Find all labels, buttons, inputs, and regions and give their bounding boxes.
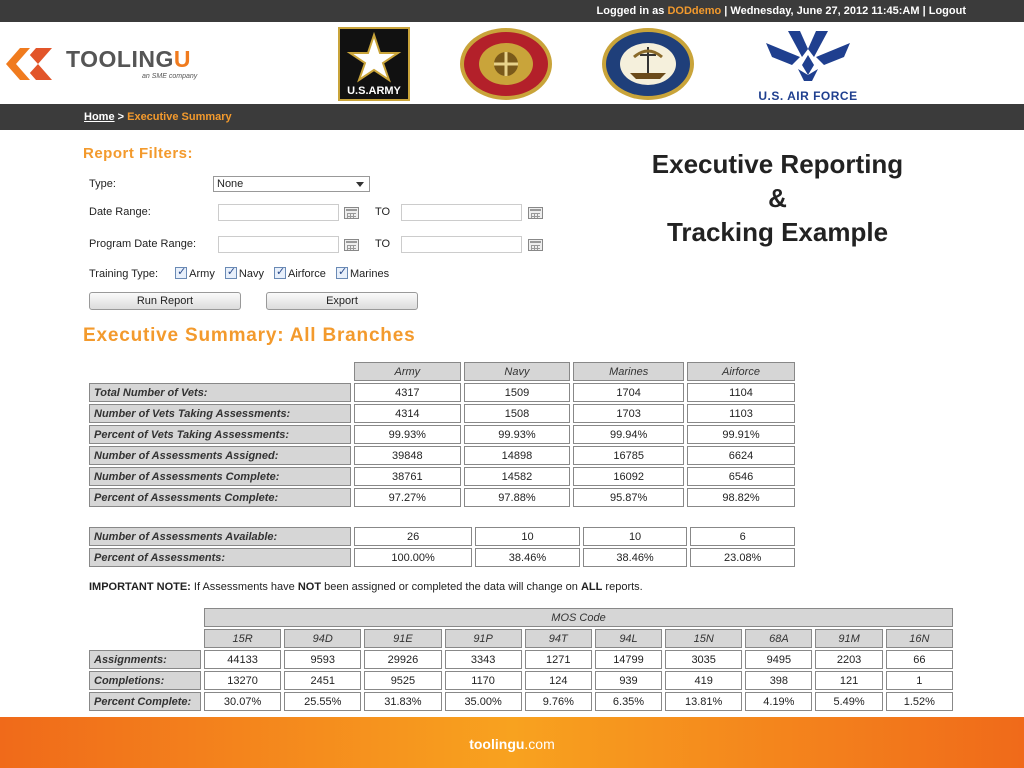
checkbox-army[interactable] [175,267,215,280]
logout-link[interactable]: Logout [928,5,966,17]
mos-code-column-header: 94L [595,629,662,648]
table-cell: 14898 [464,446,571,465]
row-label: Percent Complete: [89,692,201,711]
table-cell: 10 [583,527,688,546]
checkbox-label: Airforce [288,268,326,280]
username: DODdemo [667,5,722,17]
table-cell: 6624 [687,446,795,465]
table-cell: 29926 [364,650,441,669]
table-cell: 10 [475,527,580,546]
assessments-table [86,525,798,569]
summary-row [89,467,795,486]
air-force-logo [742,27,874,105]
checkbox-navy[interactable] [225,267,264,280]
summary-row [89,383,795,402]
table-cell: 25.55% [284,692,361,711]
row-label: Assignments: [89,650,201,669]
mos-row [89,671,953,690]
type-select[interactable] [213,176,370,192]
mos-code-column-header: 91M [815,629,882,648]
row-label: Number of Assessments Available: [89,527,351,546]
brand-name-main: TOOLING [66,46,174,72]
table-cell: 1103 [687,404,795,423]
table-cell: 1.52% [886,692,953,711]
summary-row [89,527,795,546]
table-cell: 16092 [573,467,684,486]
hero-title [620,147,935,249]
mos-title-row [89,608,953,627]
note-emphasis: ALL [580,581,603,593]
footer-site-name: toolingu [469,736,525,752]
table-cell: 3035 [665,650,742,669]
footer-site-link[interactable] [0,736,1024,752]
footer-site-domain: .com [524,736,555,752]
table-cell: 2203 [815,650,882,669]
table-cell: 9593 [284,650,361,669]
toolingu-logo-icon [4,44,54,84]
table-cell: 95.87% [573,488,684,507]
table-cell: 16785 [573,446,684,465]
note-text: been assigned or completed the data will change on [321,581,581,593]
column-header-navy: Navy [464,362,571,381]
program-date-to-label: TO [375,238,391,250]
summary-row [89,404,795,423]
navy-seal [600,27,696,101]
breadcrumb-current: Executive Summary [127,111,232,123]
run-report-button[interactable]: Run Report [89,292,241,310]
calendar-icon[interactable] [344,239,359,251]
executive-summary-title: Executive Summary: All Branches [83,325,416,346]
training-type-filter [89,267,396,280]
table-cell: 398 [745,671,812,690]
table-cell: 124 [525,671,592,690]
table-cell: 44133 [204,650,281,669]
army-star-icon [340,29,408,83]
table-cell: 66 [886,650,953,669]
table-cell: 6.35% [595,692,662,711]
table-cell: 1170 [445,671,522,690]
breadcrumb-home-link[interactable]: Home [84,111,115,123]
summary-corner [89,362,351,381]
date-range-start-input[interactable] [218,204,339,221]
table-cell: 39848 [354,446,461,465]
mos-code-column-header: 15N [665,629,742,648]
note-emphasis: NOT [297,581,322,593]
table-cell: 14799 [595,650,662,669]
hero-line-1: Executive Reporting [651,149,904,179]
table-cell: 6 [690,527,795,546]
program-date-start-input[interactable] [218,236,339,253]
mos-code-column-header: 91P [445,629,522,648]
table-cell: 1104 [687,383,795,402]
calendar-icon[interactable] [528,239,543,251]
mos-code-column-header: 91E [364,629,441,648]
footer [0,717,1024,768]
table-cell: 1 [886,671,953,690]
row-label: Completions: [89,671,201,690]
table-cell: 13.81% [665,692,742,711]
table-cell: 1508 [464,404,571,423]
checkbox-checked-icon [225,267,237,279]
checkbox-checked-icon [336,267,348,279]
mos-code-table [86,606,956,713]
row-label: Total Number of Vets: [89,383,351,402]
toolingu-logo[interactable] [4,42,224,86]
row-label: Percent of Vets Taking Assessments: [89,425,351,444]
table-cell: 99.93% [464,425,571,444]
marine-corps-seal-icon [458,27,554,101]
breadcrumb-separator: > [114,111,128,123]
table-cell: 99.91% [687,425,795,444]
table-cell: 98.82% [687,488,795,507]
date-range-label: Date Range: [89,206,151,218]
table-cell: 13270 [204,671,281,690]
breadcrumb [84,111,232,123]
checkbox-label: Marines [349,268,390,280]
summary-row [89,446,795,465]
mos-code-column-header: 94T [525,629,592,648]
mos-row [89,650,953,669]
mos-code-column-header: 15R [204,629,281,648]
logged-in-label: Logged in as [596,5,668,17]
mos-code-column-header: 94D [284,629,361,648]
table-cell: 5.49% [815,692,882,711]
table-cell: 35.00% [445,692,522,711]
mos-corner [89,629,201,648]
date-range-end-input[interactable] [401,204,522,221]
row-label: Number of Assessments Complete: [89,467,351,486]
row-label: Percent of Assessments: [89,548,351,567]
table-cell: 9495 [745,650,812,669]
table-cell: 38.46% [475,548,580,567]
checkbox-label: Navy [238,268,264,280]
training-type-label: Training Type: [89,268,159,280]
mos-code-header: MOS Code [204,608,953,627]
summary-table [86,360,798,509]
table-cell: 1509 [464,383,571,402]
marine-corps-seal [458,27,554,101]
mos-code-column-header: 16N [886,629,953,648]
table-cell: 99.93% [354,425,461,444]
datetime-text: | Wednesday, June 27, 2012 11:45:AM | [721,5,929,17]
table-cell: 121 [815,671,882,690]
summary-row [89,425,795,444]
army-label: U.S.ARMY [340,83,408,99]
table-cell: 1704 [573,383,684,402]
table-cell: 99.94% [573,425,684,444]
login-status [597,5,966,17]
row-label: Percent of Assessments Complete: [89,488,351,507]
brand-tagline: an SME company [142,73,198,80]
calendar-icon[interactable] [528,207,543,219]
table-cell: 38761 [354,467,461,486]
hero-line-2: & [768,183,787,213]
table-cell: 6546 [687,467,795,486]
summary-row [89,548,795,567]
column-header-airforce: Airforce [687,362,795,381]
air-force-label: U.S. AIR FORCE [758,89,858,103]
checkbox-checked-icon [274,267,286,279]
top-status-bar [0,0,1024,22]
navy-seal-icon [600,27,696,101]
program-date-range-label: Program Date Range: [89,238,196,250]
checkbox-marines[interactable] [336,267,389,280]
table-cell: 38.46% [583,548,688,567]
note-text: If Assessments have [190,581,298,593]
table-cell: 9525 [364,671,441,690]
checkbox-airforce[interactable] [274,267,326,280]
note-text: reports. [602,581,643,593]
checkbox-label: Army [189,268,215,280]
air-force-wings-icon [742,27,874,85]
table-cell: 97.88% [464,488,571,507]
hero-line-3: Tracking Example [666,217,889,247]
summary-row [89,488,795,507]
table-cell: 4314 [354,404,461,423]
type-select-value: None [217,178,244,190]
summary-header-row [89,362,795,381]
column-header-army: Army [354,362,461,381]
chevron-down-icon [356,182,364,187]
calendar-icon[interactable] [344,207,359,219]
table-cell: 1271 [525,650,592,669]
table-cell: 26 [354,527,472,546]
export-button[interactable]: Export [266,292,418,310]
table-cell: 4.19% [745,692,812,711]
mos-codes-row [89,629,953,648]
checkbox-checked-icon [175,267,187,279]
table-cell: 23.08% [690,548,795,567]
table-cell: 31.83% [364,692,441,711]
header [0,22,1024,104]
table-cell: 30.07% [204,692,281,711]
table-cell: 2451 [284,671,361,690]
table-cell: 14582 [464,467,571,486]
type-label: Type: [89,178,116,190]
report-filters-title: Report Filters: [83,145,194,162]
date-range-to-label: TO [375,206,391,218]
brand-name [66,46,191,73]
table-cell: 1703 [573,404,684,423]
program-date-end-input[interactable] [401,236,522,253]
table-cell: 4317 [354,383,461,402]
army-logo [338,27,410,101]
table-cell: 100.00% [354,548,472,567]
mos-corner [89,608,201,627]
table-cell: 9.76% [525,692,592,711]
column-header-marines: Marines [573,362,684,381]
mos-row [89,692,953,711]
table-cell: 419 [665,671,742,690]
note-prefix: IMPORTANT NOTE: [89,581,191,593]
table-cell: 939 [595,671,662,690]
table-cell: 97.27% [354,488,461,507]
important-note [89,581,643,593]
breadcrumb-bar [0,104,1024,130]
mos-code-column-header: 68A [745,629,812,648]
brand-name-accent: U [173,46,191,72]
table-cell: 3343 [445,650,522,669]
row-label: Number of Vets Taking Assessments: [89,404,351,423]
row-label: Number of Assessments Assigned: [89,446,351,465]
